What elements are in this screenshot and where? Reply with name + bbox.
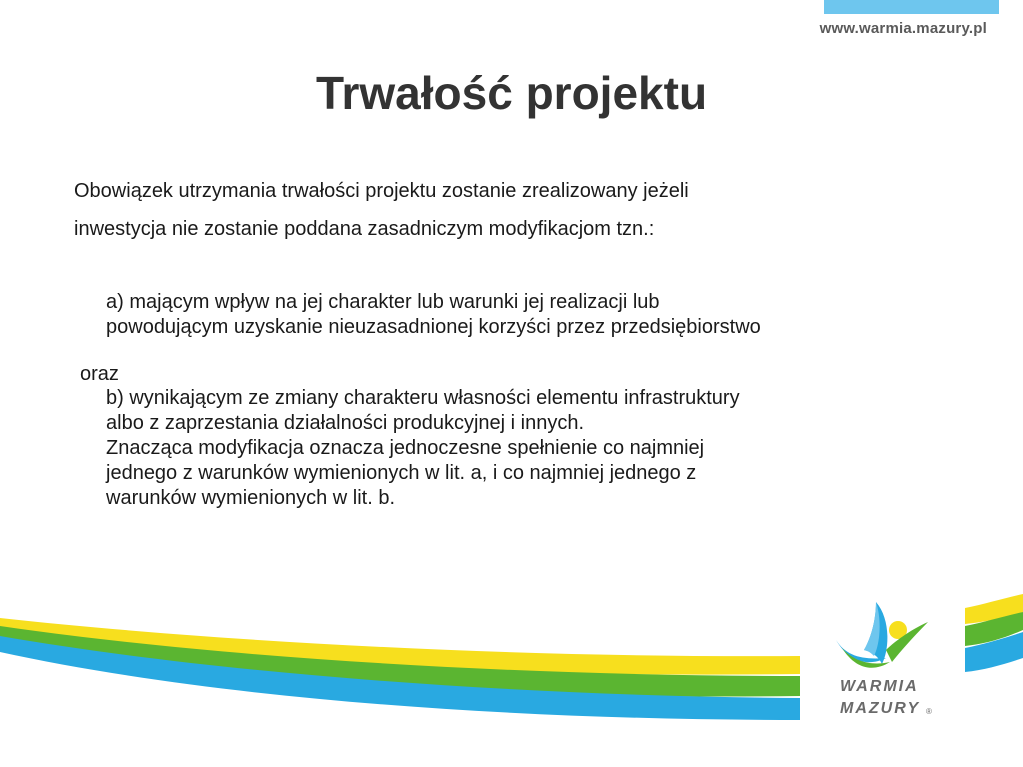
logo-text-mazury: MAZURY <box>840 700 921 717</box>
point-b-line: jednego z warunków wymienionych w lit. a, i co najmniej jednego z <box>106 462 697 484</box>
intro-line: inwestycja nie zostanie poddana zasadniczym modyfikacjom tzn.: <box>74 218 655 240</box>
warmia-mazury-logo <box>828 596 943 721</box>
point-a-line: powodującym uzyskanie nieuzasadnionej korzyści przez przedsiębiorstwo <box>106 316 761 338</box>
point-b-line: Znacząca modyfikacja oznacza jednoczesne spełnienie co najmniej <box>106 437 705 459</box>
point-a-line: a) mającym wpływ na jej charakter lub warunki jej realizacji lub <box>106 291 660 313</box>
site-url: www.warmia.mazury.pl <box>819 20 987 37</box>
top-accent-bar <box>824 0 999 14</box>
point-a <box>106 290 986 340</box>
logo-registered-mark: ® <box>926 707 932 716</box>
point-b-line: albo z zaprzestania działalności produkcyjnej i innych. <box>106 412 585 434</box>
point-b-line: b) wynikającym ze zmiany charakteru własności elementu infrastruktury <box>106 387 740 409</box>
slide-title: Trwałość projektu <box>315 67 708 119</box>
point-b-line: warunków wymienionych w lit. b. <box>106 487 395 509</box>
logo-text-warmia: WARMIA <box>840 678 919 695</box>
intro-paragraph <box>74 172 934 248</box>
intro-line: Obowiązek utrzymania trwałości projektu zostanie zrealizowany jeżeli <box>74 180 689 202</box>
point-b <box>106 386 966 511</box>
connector-word: oraz <box>80 363 119 385</box>
